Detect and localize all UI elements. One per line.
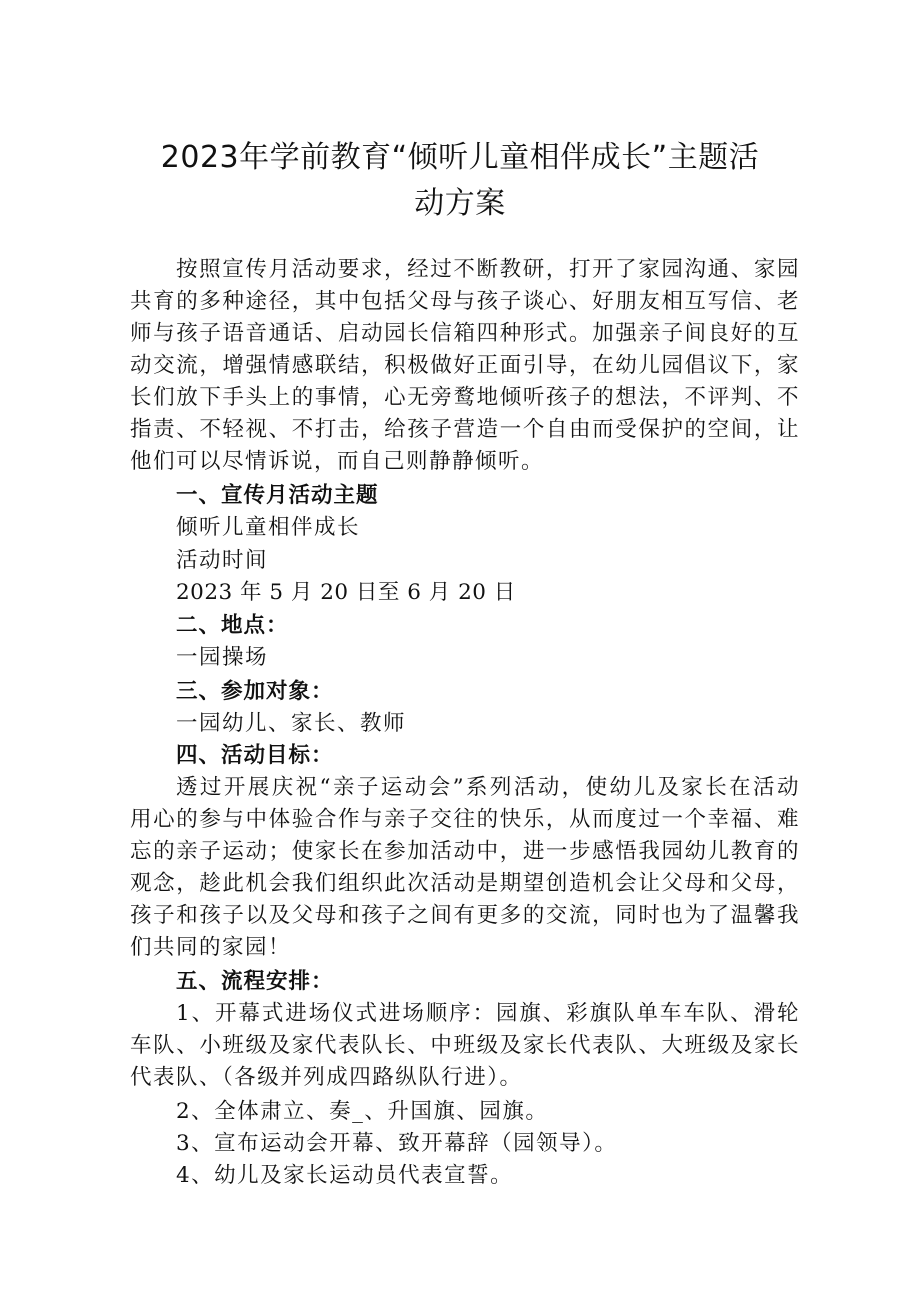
section-4-line: 忘的亲子运动；使家长在参加活动中，进一步感悟我园幼儿教育的 [130,839,800,864]
section-5-item-2: 2、全体肃立、奏_、升国旗、园旗。 [176,1099,549,1124]
section-5-item-1-line: 1、开幕式进场仪式进场顺序：园旗、彩旗队单车车队、滑轮 [176,1001,800,1026]
intro-line: 按照宣传月活动要求，经过不断教研，打开了家园沟通、家园 [176,257,800,282]
section-1-heading: 一、宣传月活动主题 [176,483,379,508]
section-1-time-value: 2023 年 5 月 20 日至 6 月 20 日 [176,580,516,605]
section-1-time-label: 活动时间 [176,548,269,573]
section-5-item-4: 4、幼儿及家长运动员代表宣誓。 [176,1163,514,1188]
intro-line: 动交流，增强情感联结，积极做好正面引导，在幼儿园倡议下，家 [130,353,800,378]
section-5-item-1-line: 代表队、（各级并列成四路纵队行进）。 [130,1065,523,1090]
section-2-place: 一园操场 [176,645,269,670]
intro-line: 师与孩子语音通话、启动园长信箱四种形式。加强亲子间良好的互 [130,321,800,346]
intro-line: 长们放下手头上的事情，心无旁鹜地倾听孩子的想法，不评判、不 [130,385,800,410]
section-4-line: 透过开展庆祝“亲子运动会”系列活动，使幼儿及家长在活动 [176,775,800,800]
section-4-line: 观念，趁此机会我们组织此次活动是期望创造机会让父母和父母， [130,871,800,896]
section-3-heading: 三、参加对象： [176,679,334,704]
section-1-theme: 倾听儿童相伴成长 [176,515,361,540]
section-5-item-3: 3、宣布运动会开幕、致开幕辞（园领导）。 [176,1131,618,1156]
section-5-item-1-line: 车队、小班级及家代表队长、中班级及家长代表队、大班级及家长 [130,1033,800,1058]
intro-line: 他们可以尽情诉说，而自己则静静倾听。 [130,449,545,474]
section-4-heading: 四、活动目标： [176,743,334,768]
intro-line: 指责、不轻视、不打击，给孩子营造一个自由而受保护的空间，让 [130,417,800,442]
section-4-line: 孩子和孩子以及父母和孩子之间有更多的交流，同时也为了温馨我 [130,903,800,928]
section-4-line: 们共同的家园！ [130,935,292,960]
intro-line: 共育的多种途径，其中包括父母与孩子谈心、好朋友相互写信、老 [130,289,800,314]
section-2-heading: 二、地点： [176,613,289,638]
section-4-line: 用心的参与中体验合作与亲子交往的快乐，从而度过一个幸福、难 [130,807,800,832]
document-title-line-1: 2023年学前教育“倾听儿童相伴成长”主题活 [160,140,760,175]
section-3-participants: 一园幼儿、家长、教师 [176,711,407,736]
document-title-line-2: 动方案 [414,186,506,221]
section-5-heading: 五、流程安排： [176,969,334,994]
